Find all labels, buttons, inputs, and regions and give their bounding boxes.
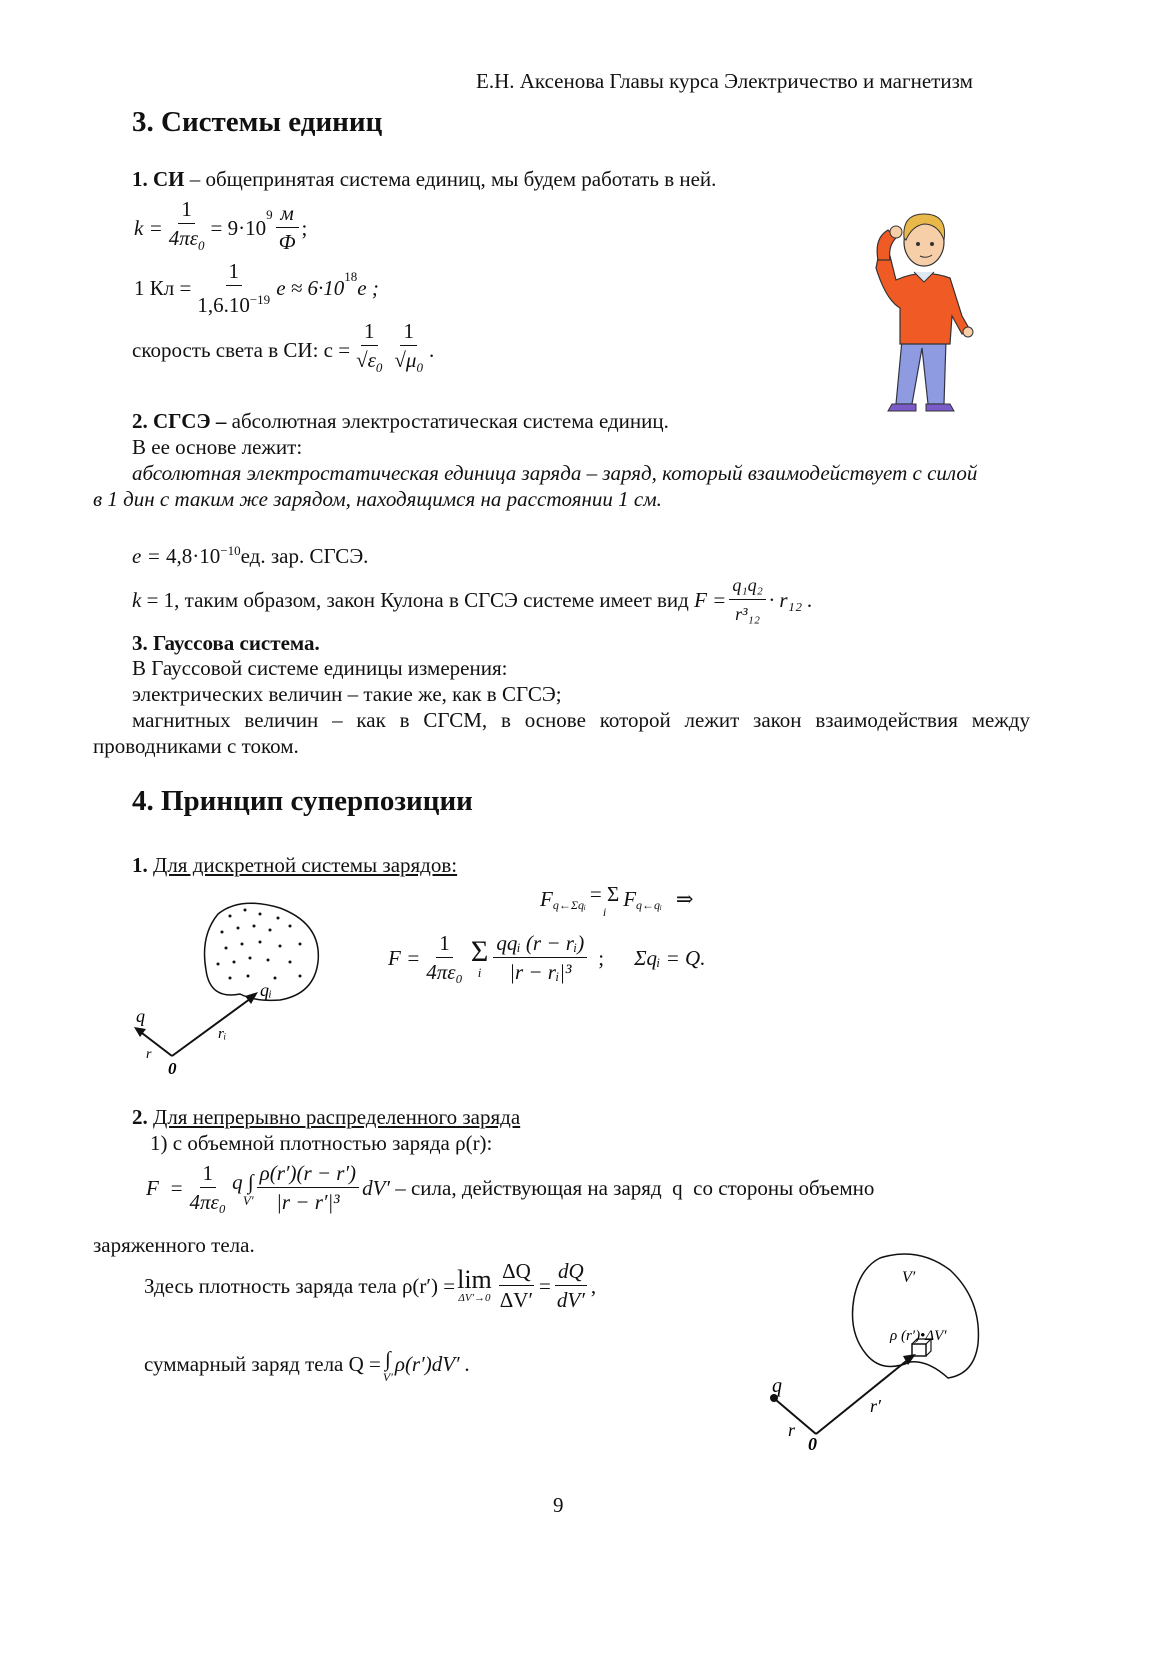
c-frac-1: [353, 318, 385, 381]
cf-num: 1: [200, 1160, 217, 1188]
cf-frac-1: [187, 1160, 230, 1215]
coulomb-rhs: · r₁₂ .: [768, 587, 813, 612]
continuous-force-text-2: заряженного тела.: [93, 1233, 255, 1257]
gauss-line-2: электрических величин – такие же, как в СГСЭ;: [132, 682, 562, 706]
boy-illustration: [866, 208, 984, 414]
eq1-lhs: F: [540, 887, 553, 911]
running-title: Е.Н. Аксенова Главы курса Электричество и магнетизм: [476, 69, 973, 93]
volume-density-subtitle: 1) с объемной плотностью заряда ρ(r):: [150, 1131, 493, 1155]
cf-frac-2: [257, 1160, 359, 1215]
gauss-line-3: магнитных величин – как в СГСМ, в основе которой лежит закон взаимодействия между проводниками с током.: [93, 708, 1030, 758]
c-den1: √ε: [356, 348, 376, 372]
kl-lhs: 1 Кл =: [134, 276, 192, 300]
cf-dv: dV′: [362, 1175, 390, 1200]
kl-den-exp: −19: [249, 292, 271, 307]
dq-den: ΔV′: [499, 1288, 534, 1312]
fig1-r-label: r: [146, 1047, 152, 1062]
eq2-den2: |r − rᵢ|³: [509, 960, 572, 984]
fig2-r-label: r: [788, 1420, 796, 1440]
eq3: Σqᵢ = Q.: [634, 945, 706, 970]
si-coulomb-formula: [134, 258, 379, 318]
unit-num: м: [280, 201, 294, 226]
discrete-charges-figure: [130, 896, 330, 1080]
continuous-force-formula: [146, 1160, 874, 1215]
electron-charge-cgse: [132, 538, 368, 569]
kl-den: 1,6.10: [197, 293, 250, 317]
k-exp: 9: [266, 207, 273, 222]
eq2-sum: Σ: [470, 934, 489, 968]
k-num: 1: [178, 196, 195, 224]
unit-den: Ф: [276, 227, 299, 255]
coulomb-k: k: [132, 587, 142, 612]
c-den2: √μ: [394, 348, 417, 372]
cgse-definition-1: абсолютная электростатическая единица заряда – заряд, который взаимодействует с силой: [132, 461, 978, 485]
discrete-label: 1.: [132, 853, 148, 877]
kl-fraction: [194, 258, 273, 318]
eq2-num: 1: [436, 930, 453, 958]
continuous-body-figure: [760, 1250, 1000, 1460]
k-lhs: k =: [134, 215, 163, 240]
c-end: .: [428, 337, 435, 362]
cgse-definition-2: в 1 дин с таким же зарядом, находящимся на расстоянии 1 см.: [93, 487, 662, 511]
coulomb-law-cgse: [132, 572, 813, 627]
si-k-formula: [134, 196, 307, 259]
lim: lim: [457, 1265, 492, 1294]
k-fraction: [166, 196, 208, 259]
eq2-sum-idx: i: [477, 964, 482, 980]
total-charge-formula: [144, 1346, 470, 1382]
cf-lhs: F =: [146, 1175, 184, 1200]
section-3-heading: 3. Системы единиц: [132, 106, 383, 138]
d-den: dV′: [556, 1288, 585, 1312]
cf-num2: ρ(r′)(r − r′): [257, 1160, 359, 1188]
cgse-text: абсолютная электростатическая система единиц.: [226, 409, 669, 433]
dq-num: ΔQ: [499, 1258, 534, 1286]
density-eq: =: [539, 1273, 551, 1298]
cf-text: – сила, действующая на заряд q со стороны объемно: [389, 1175, 875, 1200]
c-den2-sub: 0: [416, 360, 423, 376]
cf-q-int: q ∫: [232, 1169, 254, 1194]
eq2-lhs: F =: [388, 945, 421, 970]
c-frac-2: [391, 318, 426, 381]
eq2-sep: ;: [598, 945, 605, 970]
gauss-label: 3. Гауссова система.: [132, 631, 320, 655]
continuous-label: 2.: [132, 1105, 148, 1129]
cf-int-idx: V′: [242, 1192, 254, 1208]
d-fraction: [554, 1258, 588, 1313]
total-rhs: ρ(r′)dV′ .: [394, 1352, 471, 1376]
eq1-arrow: ⇒: [675, 887, 694, 911]
density-text: Здесь плотность заряда тела ρ(r′) =: [144, 1273, 456, 1298]
lim-idx: ΔV′→0: [458, 1292, 491, 1304]
si-text: – общепринятая система единиц, мы будем работать в ней.: [184, 167, 717, 191]
d-num: dQ: [555, 1258, 587, 1286]
coulomb-text: = 1, таким образом, закон Кулона в СГСЭ системе имеет вид: [141, 587, 695, 612]
cgse-label: 2. СГСЭ –: [132, 409, 227, 433]
kl-tail: e ;: [357, 276, 379, 300]
eq2-num2: qqᵢ (r − rᵢ): [493, 930, 587, 958]
c-den1-sub: 0: [375, 360, 383, 376]
e-lhs: e =: [132, 544, 161, 568]
coulomb-num: q₁q₂: [729, 572, 766, 600]
continuous-title-text: Для непрерывно распределенного заряда: [153, 1105, 521, 1129]
c-text: скорость света в СИ: с =: [132, 337, 351, 362]
superposition-eq-2: [388, 930, 705, 985]
eq2-frac-2: [493, 930, 587, 985]
si-line: [132, 166, 716, 192]
e-unit: ед. зар. СГСЭ.: [240, 544, 369, 568]
eq1-sum-idx: i: [602, 905, 607, 919]
cgse-basis: В ее основе лежит:: [132, 435, 303, 459]
si-light-speed: [132, 318, 434, 381]
kl-num: 1: [226, 258, 243, 286]
eq1-rhs-sub: q←qᵢ: [636, 898, 662, 912]
k-den: 4πε: [168, 226, 199, 250]
fig2-rho-label: ρ (r′)•ΔV′: [890, 1328, 947, 1344]
dq-fraction: [497, 1258, 536, 1313]
k-den-sub: 0: [198, 238, 205, 254]
fig2-q-label: q: [772, 1375, 782, 1397]
continuous-title: [132, 1104, 520, 1130]
si-label: 1. СИ: [132, 167, 185, 191]
k-eq: = 9·10: [210, 215, 267, 240]
cf-den2: |r − r′|³: [276, 1190, 340, 1214]
coulomb-den: r³₁₂: [735, 604, 761, 624]
fig1-ri-label: rᵢ: [218, 1026, 227, 1042]
eq2-den: 4πε₀: [426, 960, 463, 984]
total-int-idx: V′: [382, 1370, 393, 1384]
density-comma: ,: [590, 1273, 597, 1298]
discrete-title-text: Для дискретной системы зарядов:: [153, 853, 458, 877]
cgse-line: [132, 408, 669, 434]
fig1-origin-label: 0: [168, 1059, 177, 1078]
section-4-heading: 4. Принцип суперпозиции: [132, 785, 473, 817]
fig2-origin-label: 0: [808, 1434, 817, 1454]
eq2-frac-1: [423, 930, 466, 985]
c-num2: 1: [400, 318, 417, 346]
eq1-rhs: F: [623, 887, 637, 911]
fig1-qi-label: qᵢ: [260, 980, 272, 1000]
e-val: 4,8·10: [160, 544, 221, 568]
density-formula: [144, 1258, 596, 1313]
discrete-title: [132, 852, 457, 878]
coulomb-fraction: [729, 572, 766, 627]
k-semicolon: ;: [301, 215, 308, 240]
fig2-v-label: V′: [902, 1269, 916, 1286]
eq1-lhs-sub: q←Σqᵢ: [552, 898, 586, 912]
superposition-eq-1: [540, 880, 694, 918]
gauss-line-1: В Гауссовой системе единицы измерения:: [132, 656, 508, 680]
c-num1: 1: [361, 318, 378, 346]
e-exp: −10: [220, 543, 241, 558]
cf-den: 4πε₀: [189, 1190, 227, 1214]
kl-rhs: e ≈ 6·10: [276, 276, 345, 300]
total-text: суммарный заряд тела Q =: [144, 1352, 381, 1376]
kl-rhs-exp: 18: [344, 269, 358, 284]
fig2-rprime-label: r′: [870, 1396, 881, 1416]
page-number: 9: [553, 1493, 564, 1517]
eq1-sum: = Σ: [589, 882, 620, 906]
k-unit: [276, 200, 299, 255]
total-int: ∫: [384, 1347, 391, 1371]
coulomb-f-lhs: F =: [694, 587, 727, 612]
fig1-q-label: q: [136, 1006, 145, 1026]
